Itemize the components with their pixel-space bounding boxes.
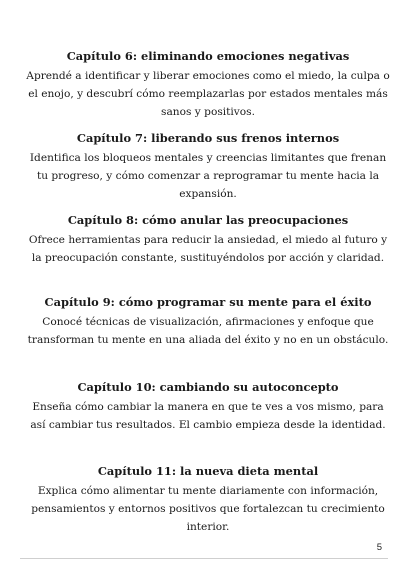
chapter-11	[24, 464, 392, 536]
chapter-10	[24, 380, 392, 434]
chapter-title: Capítulo 8: cómo anular las preocupaciones	[67, 213, 349, 227]
chapter-title: Capítulo 10: cambiando su autoconcepto	[77, 380, 339, 394]
chapter-description: Ofrece herramientas para reducir la ansiedad, el miedo al futuro y la preocupación constante, sustituyéndolos por acción y claridad.	[28, 234, 388, 264]
chapter-7	[24, 131, 392, 203]
chapter-title: Capítulo 6: eliminando emociones negativas	[66, 49, 350, 63]
chapter-9	[24, 295, 392, 349]
chapter-title: Capítulo 9: cómo programar su mente para el éxito	[44, 295, 372, 309]
chapter-description: Identifica los bloqueos mentales y creencias limitantes que frenan tu progreso, y cómo comenzar a reprogramar tu mente hacia la expansión.	[29, 152, 387, 200]
chapter-6	[24, 49, 392, 121]
chapter-8	[24, 213, 392, 267]
footer-divider	[20, 558, 388, 559]
chapter-description: Conocé técnicas de visualización, afirmaciones y enfoque que transforman tu mente en una aliada del éxito y no en un obstáculo.	[27, 316, 389, 346]
chapter-description: Aprendé a identificar y liberar emociones como el miedo, la culpa o el enojo, y descubrí cómo reemplazarlas por estados mentales más sanos y positivos.	[26, 70, 390, 118]
chapter-title: Capítulo 7: liberando sus frenos internos	[76, 131, 340, 145]
chapter-description: Enseña cómo cambiar la manera en que te ves a vos mismo, para así cambiar tus resultados. El cambio empieza desde la identidad.	[30, 401, 386, 431]
chapter-title: Capítulo 11: la nueva dieta mental	[97, 464, 319, 478]
chapter-description: Explica cómo alimentar tu mente diariamente con información, pensamientos y entornos positivos que fortalezcan tu crecimiento interior.	[31, 485, 385, 533]
page-number: 5	[376, 542, 382, 553]
